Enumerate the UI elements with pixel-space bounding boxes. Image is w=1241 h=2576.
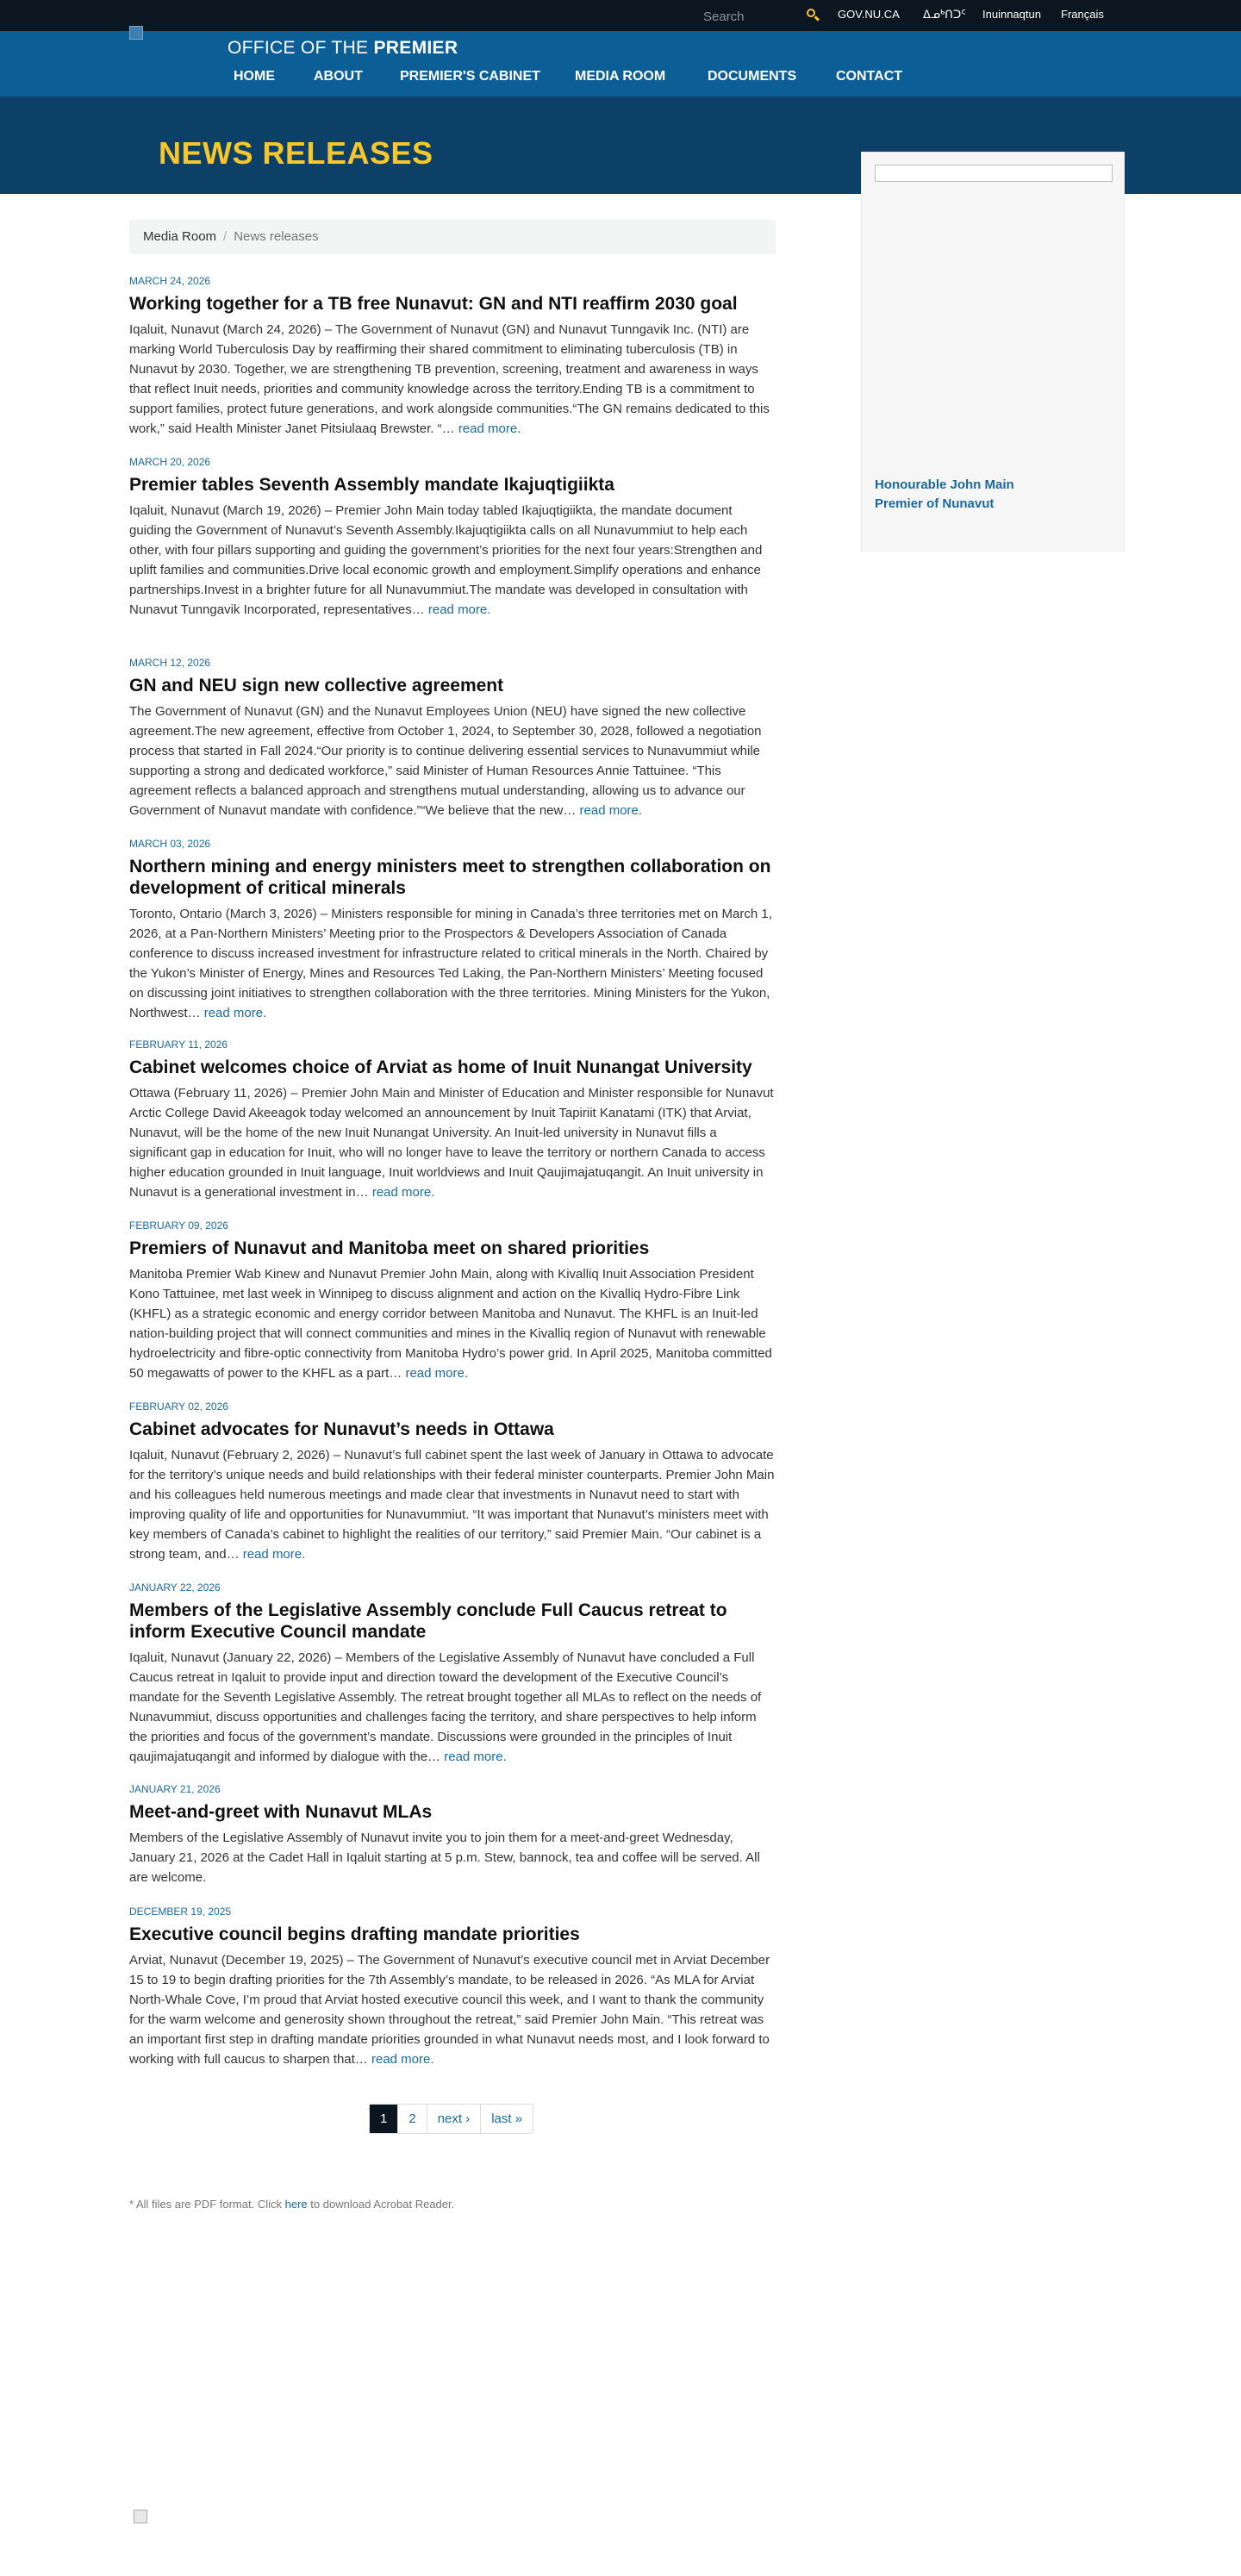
news-date: MARCH 03, 2026: [129, 838, 211, 850]
news-title[interactable]: Executive council begins drafting mandate priorities: [129, 1924, 580, 1944]
nav-home[interactable]: HOME: [234, 69, 275, 84]
news-item: [129, 1581, 776, 1767]
inuktitut-link[interactable]: ᐃᓄᒃᑎᑐᑦ: [923, 8, 966, 21]
news-item: [129, 656, 776, 820]
page-2-button[interactable]: 2: [397, 2105, 426, 2133]
breadcrumb: [129, 220, 776, 254]
premier-photo: [875, 165, 1113, 182]
news-summary: The Government of Nunavut (GN) and the Nunavut Employees Union (NEU) have signed the new collective agreement.The new agreement, effective from October 1, 2024, to September 30, 2028, followed a negotiation process that started in Fall 2024.“Our priority is to continue delivering essential services to Nunavummiut while supporting a strong and dedicated workforce,” said Minister of Human Resources Annie Tattuinee. “This agreement reflects a balanced approach and strengthens mutual understanding, allowing us to advance our Government of Nunavut mandate with confidence.”“We believe that the new… read more.: [129, 704, 762, 818]
news-date: JANUARY 22, 2026: [129, 1581, 221, 1594]
news-summary: Toronto, Ontario (March 3, 2026) – Ministers responsible for mining in Canada’s three territories met on March 1, 2026, at a Pan-Northern Ministers’ Meeting prior to the Prospectors & Developers Association of Canada conference to discuss increased investment for infrastructure related to critical minerals in the North. Chaired by the Yukon’s Minister of Energy, Mines and Resources Ted Laking, the Pan-Northern Ministers’ Meeting focused on discussing joint initiatives to strengthen collaboration with the three territories. Mining Ministers for the Yukon, Northwest… read more.: [129, 907, 772, 1020]
page-title: NEWS RELEASES: [159, 135, 433, 171]
news-item: [129, 1905, 776, 2069]
read-more-link[interactable]: read more.: [203, 1006, 267, 1020]
news-summary: Iqaluit, Nunavut (January 22, 2026) – Members of the Legislative Assembly of Nunavut have concluded a Full Caucus retreat in Iqaluit to provide input and direction toward the development of the Executive Council’s mandate for the Seventh Legislative Assembly. The retreat brought together all MLAs to reflect on the needs of Nunavummiut, discuss opportunities and challenges facing the territory, and share perspectives to help inform the priorities and focus of the government’s mandate. Discussions were grounded in the principles of Inuit qaujimajatuqangit and informed by dialogue with the… read more.: [129, 1650, 762, 1764]
gov-nu-ca-link[interactable]: GOV.NU.CA: [838, 8, 900, 21]
news-item: [129, 1219, 776, 1383]
nav-about[interactable]: ABOUT: [314, 69, 363, 84]
news-summary: Iqaluit, Nunavut (March 24, 2026) – The Government of Nunavut (GN) and Nunavut Tunngavik Inc. (NTI) are marking World Tuberculosis Day by reaffirming their shared commitment to eliminating tuberculosis (TB) in Nunavut by 2030. Together, we are strengthening TB prevention, screening, treatment and awareness in ways that reflect Inuit needs, priorities and community knowledge across the territory.Ending TB is a commitment to support families, protect future generations, and work alongside communities.“The GN remains dedicated to this work,” said Health Minister Janet Pitsiulaaq Brewster. “… read more.: [129, 322, 770, 436]
premier-caption[interactable]: Honourable John Main Premier of Nunavut: [875, 477, 1014, 511]
news-item: [129, 837, 776, 1023]
last-page-button[interactable]: last »: [480, 2105, 533, 2133]
news-date: MARCH 20, 2026: [129, 456, 211, 468]
news-title[interactable]: Cabinet advocates for Nunavut’s needs in Ottawa: [129, 1419, 554, 1439]
read-more-link[interactable]: read more.: [444, 1750, 507, 1764]
news-date: MARCH 24, 2026: [129, 275, 211, 287]
breadcrumb-separator: /: [223, 229, 228, 244]
news-date: FEBRUARY 11, 2026: [129, 1039, 228, 1051]
inuinnaqtun-link[interactable]: Inuinnaqtun: [982, 8, 1041, 21]
news-date: JANUARY 21, 2026: [129, 1783, 221, 1795]
news-title[interactable]: Working together for a TB free Nunavut: GN and NTI reaffirm 2030 goal: [129, 294, 738, 314]
news-item: [129, 1400, 776, 1564]
footer-image: [134, 2510, 147, 2523]
news-date: MARCH 12, 2026: [129, 657, 211, 669]
acrobat-download-link[interactable]: here: [284, 2198, 308, 2211]
news-title[interactable]: GN and NEU sign new collective agreement: [129, 676, 504, 695]
site-header: [0, 31, 1241, 97]
search-input[interactable]: [703, 7, 807, 26]
read-more-link[interactable]: read more.: [579, 803, 643, 818]
read-more-link[interactable]: read more.: [371, 2052, 434, 2067]
read-more-link[interactable]: read more.: [458, 421, 521, 436]
news-date: DECEMBER 19, 2025: [129, 1905, 232, 1918]
nav-contact[interactable]: CONTACT: [836, 69, 903, 84]
logo-image[interactable]: [129, 26, 143, 40]
news-title[interactable]: Premiers of Nunavut and Manitoba meet on shared priorities: [129, 1238, 650, 1258]
news-summary: Iqaluit, Nunavut (February 2, 2026) – Nunavut’s full cabinet spent the last week of January in Ottawa to advocate for the territory’s unique needs and build relationships with their federal minister counterparts. Premier John Main and his colleagues held numerous meetings and made clear that investments in Nunavut need to start with improving quality of life and opportunities for Nunavummiut. “It was important that Nunavut’s ministers meet with key members of Canada’s cabinet to highlight the realities of our territory,” said Premier Main. “Our cabinet is a strong team, and… read more.: [129, 1448, 775, 1562]
news-title[interactable]: Members of the Legislative Assembly conclude Full Caucus retreat to inform Executive Council mandate: [129, 1600, 727, 1642]
read-more-link[interactable]: read more.: [405, 1366, 468, 1381]
news-item: [129, 455, 776, 620]
page-1-button[interactable]: 1: [370, 2105, 397, 2133]
search-icon[interactable]: [805, 7, 822, 24]
premier-card: [861, 152, 1125, 552]
news-item: [129, 1782, 776, 1887]
news-title[interactable]: Premier tables Seventh Assembly mandate Ikajuqtigiikta: [129, 475, 614, 495]
nav-premiers-cabinet[interactable]: PREMIER'S CABINET: [400, 69, 540, 84]
news-date: FEBRUARY 02, 2026: [129, 1400, 228, 1413]
news-item: [129, 274, 776, 439]
nav-documents[interactable]: DOCUMENTS: [708, 69, 797, 84]
news-summary: Ottawa (February 11, 2026) – Premier John Main and Minister of Education and Minister responsible for Nunavut Arctic College David Akeeagok today welcomed an announcement by Inuit Tapiriit Kanatami (ITK) that Arviat, Nunavut, will be the home of the new Inuit Nunangat University. An Inuit-led university in Nunavut fills a significant gap in education for Inuit, who will no longer have to leave the territory or northern Canada to access higher education grounded in Inuit language, Inuit worldviews and Inuit Qaujimajatuqangit. An Inuit university in Nunavut is a generational investment in… read more.: [129, 1086, 774, 1200]
francais-link[interactable]: Français: [1061, 8, 1104, 21]
news-summary: Arviat, Nunavut (December 19, 2025) – The Government of Nunavut’s executive council met in Arviat December 15 to 19 to begin drafting priorities for the 7th Assembly’s mandate, to be released in 2026. “As MLA for Arviat North-Whale Cove, I’m proud that Arviat hosted executive council this week, and I want to thank the community for the warm welcome and generosity shown throughout the retreat,” said Premier John Main. “This retreat was an important first step in drafting mandate priorities grounded in what Nunavut needs most, and I look forward to working with full caucus to sharpen that… read more.: [129, 1953, 770, 2067]
read-more-link[interactable]: read more.: [242, 1547, 306, 1562]
news-date: FEBRUARY 09, 2026: [129, 1219, 228, 1232]
read-more-link[interactable]: read more.: [427, 602, 491, 617]
news-item: [129, 1038, 776, 1202]
site-title[interactable]: OFFICE OF THE PREMIER: [228, 38, 458, 58]
read-more-link[interactable]: read more.: [371, 1185, 435, 1200]
pagination: [369, 2104, 533, 2134]
news-summary: Members of the Legislative Assembly of Nunavut invite you to join them for a meet-and-greet Wednesday, January 21, 2026 at the Cadet Hall in Iqaluit starting at 5 p.m. Stew, bannock, tea and coffee will be served. All are welcome.: [129, 1831, 760, 1885]
next-page-button[interactable]: next ›: [427, 2105, 481, 2133]
top-bar: [0, 0, 1241, 31]
breadcrumb-media-room[interactable]: Media Room: [143, 229, 217, 244]
breadcrumb-current: News releases: [234, 229, 319, 244]
news-title[interactable]: Northern mining and energy ministers meet to strengthen collaboration on development of critical minerals: [129, 857, 771, 898]
news-title[interactable]: Meet-and-greet with Nunavut MLAs: [129, 1802, 433, 1822]
news-summary: Iqaluit, Nunavut (March 19, 2026) – Premier John Main today tabled Ikajuqtigiikta, the mandate document guiding the Government of Nunavut’s Seventh Assembly.Ikajuqtigiikta calls on all Nunavummiut to help each other, with four pillars supporting and guiding the government’s priorities for the next four years:Strengthen and uplift families and communities.Drive local economic growth and employment.Simplify operations and enhance partnerships.Invest in a brighter future for all Nunavummiut.The mandate was developed in consultation with Nunavut Tunngavik Incorporated, representatives… read more.: [129, 503, 763, 617]
pdf-footnote: * All files are PDF format. Click here to download Acrobat Reader.: [129, 2198, 455, 2211]
nav-media-room[interactable]: MEDIA ROOM: [575, 69, 666, 84]
news-title[interactable]: Cabinet welcomes choice of Arviat as home of Inuit Nunangat University: [129, 1057, 752, 1077]
news-summary: Manitoba Premier Wab Kinew and Nunavut Premier John Main, along with Kivalliq Inuit Association President Kono Tattuinee, met last week in Winnipeg to discuss alignment and action on the Kivalliq Hydro-Fibre Link (KHFL) as a strategic economic and energy corridor between Manitoba and Nunavut. The KHFL is an Inuit-led nation-building project that will connect communities and mines in the Kivalliq region of Nunavut with renewable hydroelectricity and fibre-optic connectivity from Manitoba Hydro’s power grid. In April 2025, Manitoba committed 50 megawatts of power to the KHFL as a part… read more.: [129, 1267, 772, 1381]
